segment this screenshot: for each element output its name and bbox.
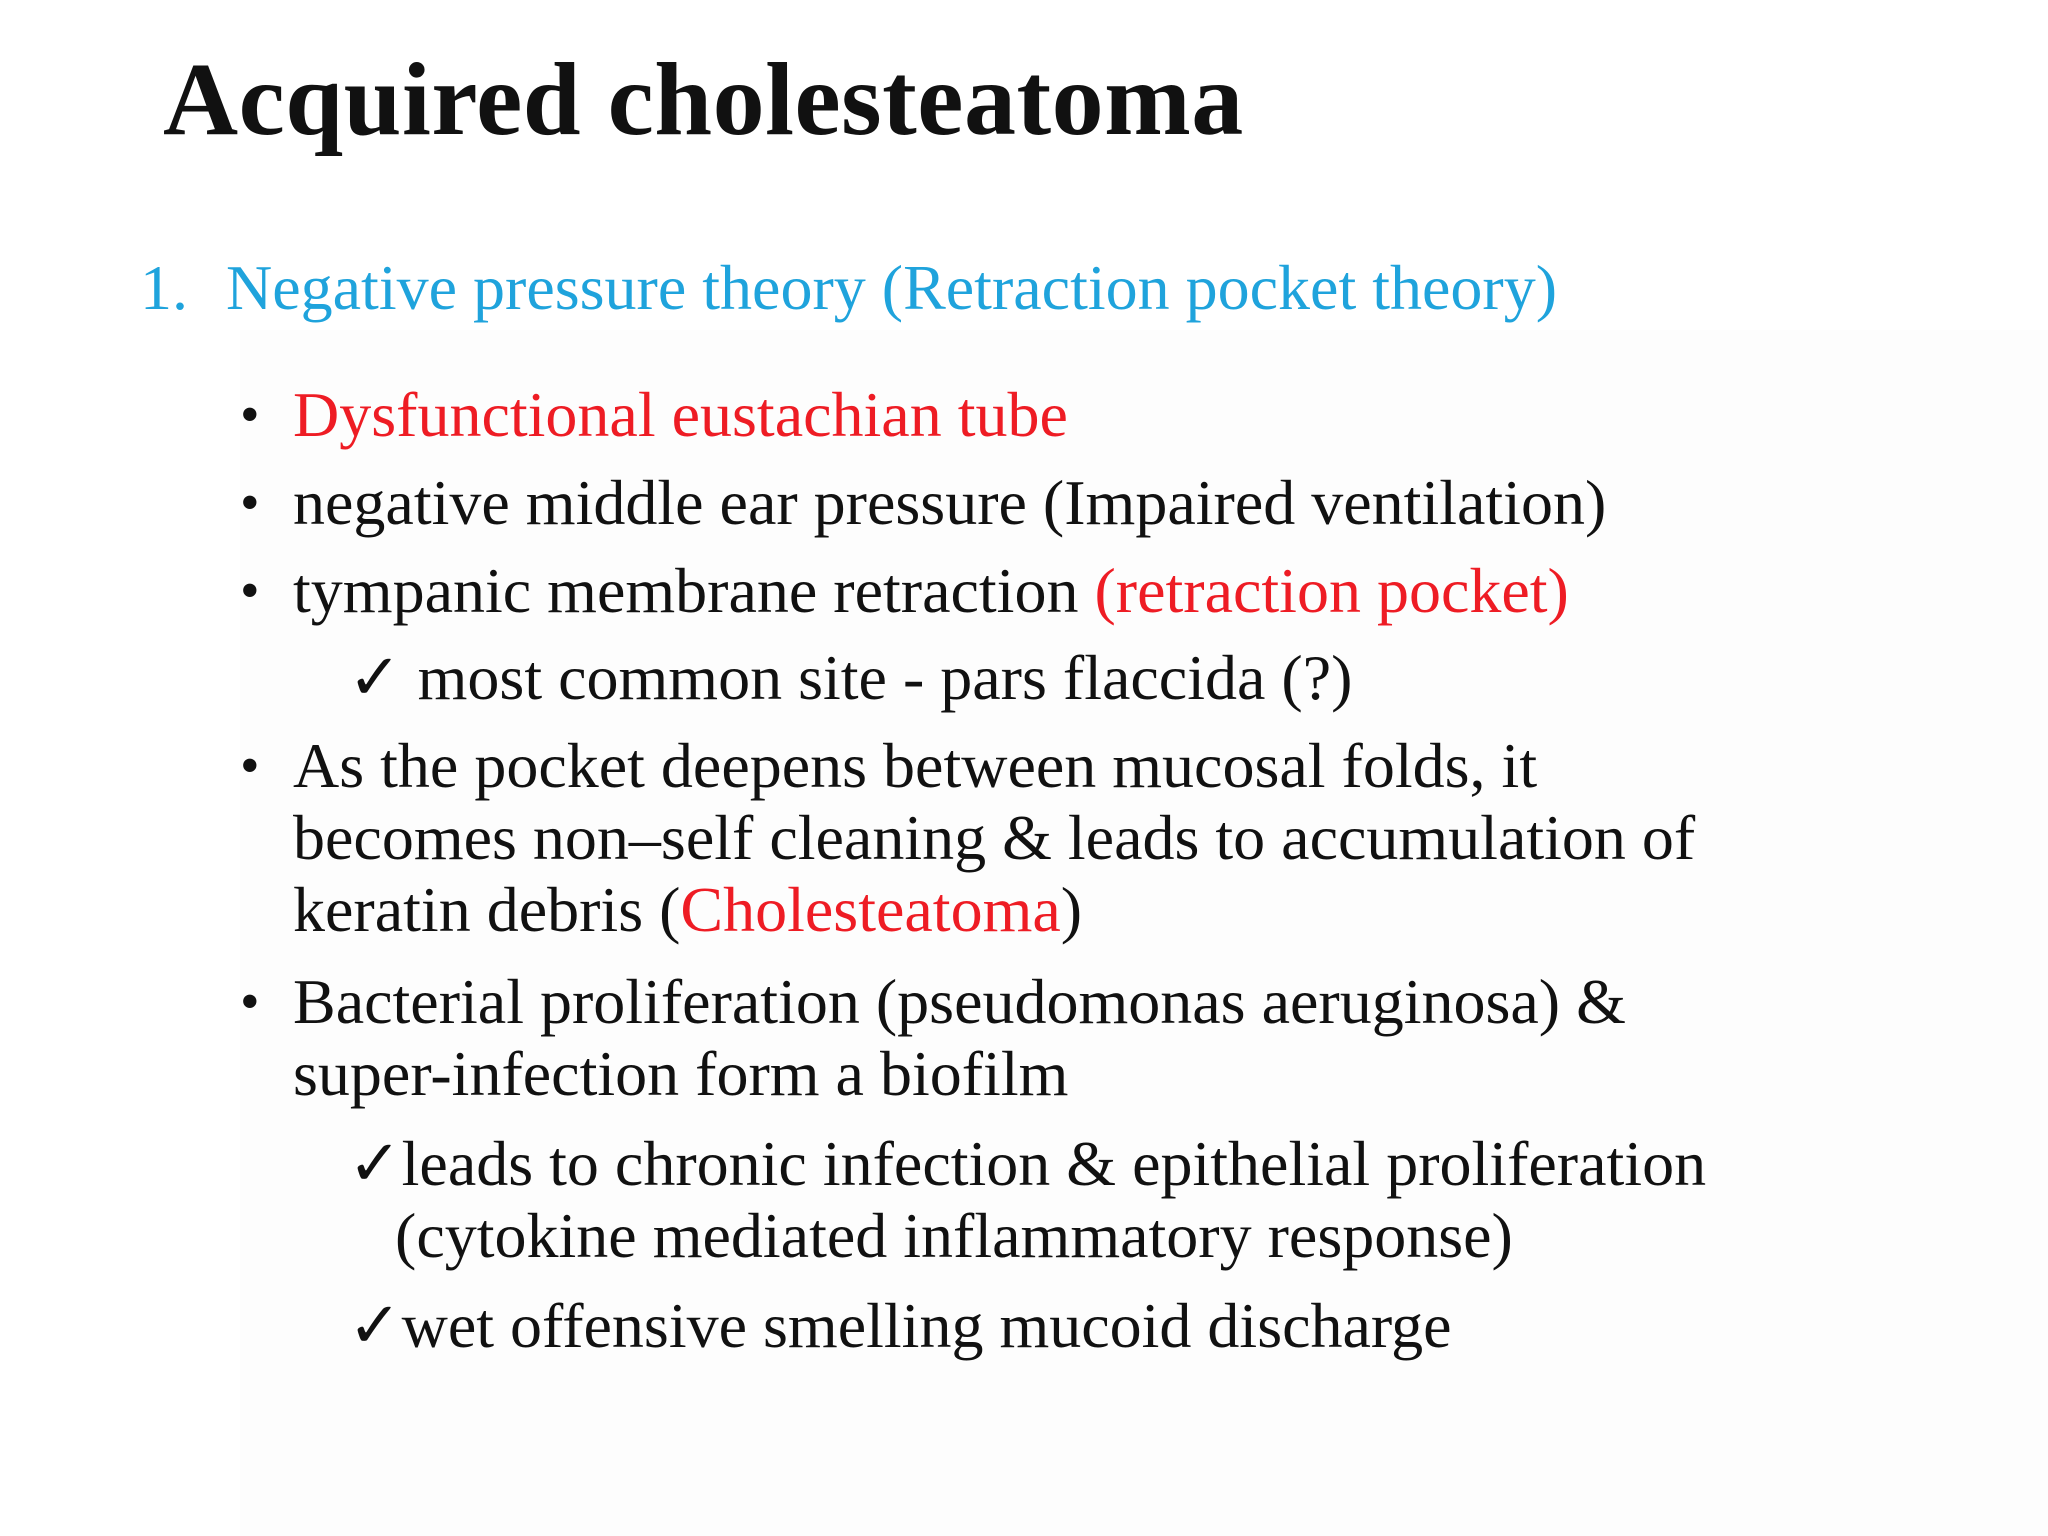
section-heading: [140, 250, 1557, 327]
pocket-deepens-line-1: As the pocket deepens between mucosal folds, it: [293, 730, 1538, 801]
pars-flaccida-text: most common site - pars flaccida (?): [417, 642, 1353, 713]
bullet-icon: •: [240, 384, 260, 446]
bullet-item-negative-pressure: negative middle ear pressure (Impaired ventilation): [293, 467, 1607, 538]
checkmark-icon: ✓: [348, 1128, 402, 1199]
bullet-icon: •: [240, 560, 260, 622]
bullet-icon: •: [240, 472, 260, 534]
bullet-icon: •: [240, 971, 260, 1033]
cholesteatoma-highlight: Cholesteatoma: [680, 874, 1061, 945]
slide-title: Acquired cholesteatoma: [163, 42, 1244, 157]
bullet-item-tm-retraction: [293, 554, 1569, 628]
closing-paren: ): [1060, 874, 1083, 945]
chronic-infection-line-2: (cytokine mediated inflammatory response): [395, 1200, 1513, 1271]
checkmark-icon: ✓: [348, 642, 402, 713]
section-heading-text: Negative pressure theory (Retraction pocket theory): [226, 252, 1558, 323]
chronic-infection-line-1: [348, 1127, 1706, 1201]
bacterial-line-1: Bacterial proliferation (pseudomonas aeruginosa) &: [293, 966, 1626, 1037]
keratin-debris-text: keratin debris (: [293, 874, 681, 945]
pocket-deepens-line-3: [293, 873, 1082, 947]
bacterial-line-2: super-infection form a biofilm: [293, 1038, 1069, 1109]
bullet-icon: •: [240, 735, 260, 797]
chronic-infection-text: leads to chronic infection & epithelial proliferation: [401, 1128, 1707, 1199]
wet-discharge-text: wet offensive smelling mucoid discharge: [401, 1290, 1452, 1361]
pocket-deepens-line-2: becomes non–self cleaning & leads to accumulation of: [293, 802, 1696, 873]
sub-item-pars-flaccida: [348, 641, 1352, 715]
retraction-pocket-highlight: (retraction pocket): [1094, 555, 1569, 626]
checkmark-icon: ✓: [348, 1290, 402, 1361]
bullet-item-dysfunctional-tube: Dysfunctional eustachian tube: [293, 379, 1068, 450]
section-number: 1.: [140, 252, 188, 323]
sub-item-wet-discharge: [348, 1289, 1451, 1363]
tm-retraction-text: tympanic membrane retraction: [293, 555, 1095, 626]
